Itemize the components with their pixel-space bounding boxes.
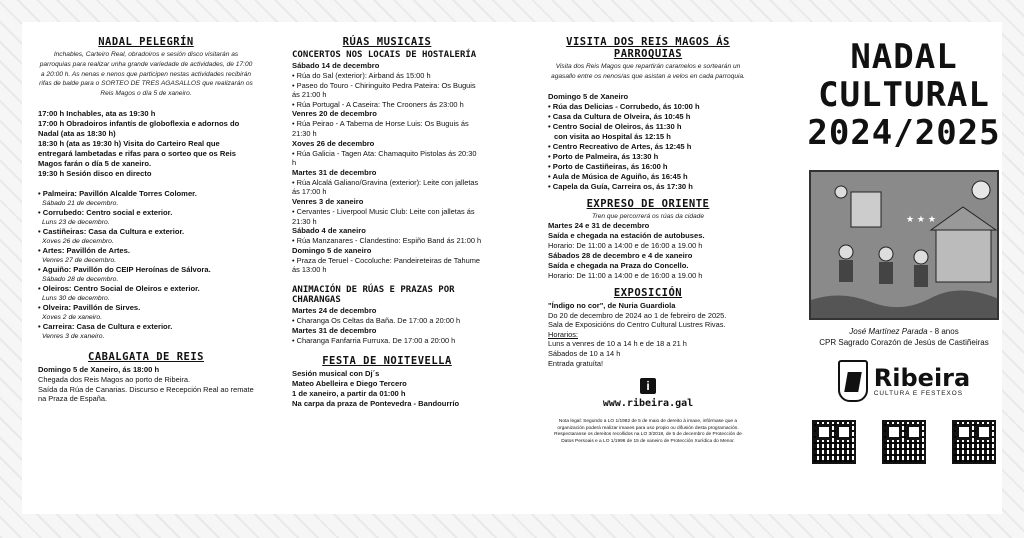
cover-title-3: 2024/2025 [807, 113, 1001, 153]
qr-code-icon[interactable] [812, 420, 856, 464]
reis-item: • Porto de Castiñeiras, ás 16:00 h [548, 161, 668, 171]
animacion-day: Martes 24 de decembro [292, 305, 377, 315]
exposicion-hours-title: Horarios: [548, 329, 578, 339]
caption-age: - 8 anos [927, 327, 959, 336]
exposicion-line: Luns a venres de 10 a 14 h e de 18 a 21 h [548, 339, 687, 349]
ruas-groups [292, 61, 482, 275]
expreso-line: Horario: De 11:00 a 14:00 e de 16:00 a 19.00 h [548, 241, 703, 251]
place: • Carreira: Casa de Cultura e exterior. [38, 321, 173, 331]
ruas-item: • Rúa Portugal - A Caseira: The Crooners ás 23:00 h [292, 99, 464, 109]
ruas-item: • Rúa do Sal (exterior): Airband ás 15:00 h [292, 71, 431, 80]
reis-item: • Centro Social de Oleiros, ás 11:30 h [548, 121, 682, 131]
cabalgata-date: Domingo 5 de Xaneiro, ás 18:00 h [38, 364, 160, 374]
cover-title-2: CULTURAL [818, 75, 990, 115]
ruas-day: Sábado 4 de xaneiro [292, 226, 366, 236]
ruas-day: Martes 31 de decembro [292, 167, 377, 177]
noitevella-line: Sesión musical con Dj´s [292, 369, 380, 379]
animacion-day: Martes 31 de decembro [292, 325, 377, 335]
place-date: Sábado 28 de decembro. [42, 275, 119, 283]
schedule-item: 17:00 h Obradoiros infantís de globoflexia e adornos do Nadal (ata as 18:30 h) [38, 118, 240, 138]
column-ruas-musicais [292, 36, 482, 409]
cabalgata-title: CABALGATA DE REIS [88, 350, 204, 363]
animacion-title: ANIMACIÓN DE RÚAS E PRAZAS POR CHARANGAS [292, 284, 455, 305]
schedule-item: 18:30 h (ata as 19:30 h) Visita do Carteiro Real que entregará lambetadas e rifas para o sorteo que os Reis Magos farán o día 5 de xaneiro. [38, 138, 236, 168]
place-date: Xoves 2 de xaneiro. [42, 313, 103, 321]
place-date: Sábado 21 de decembro. [42, 199, 119, 207]
place: • Aguiño: Pavillón do CEIP Heroínas de Sálvora. [38, 264, 211, 274]
ribeira-logo [806, 360, 1002, 402]
place: • Olveira: Pavillón de Sirves. [38, 302, 141, 312]
place-date: Luns 30 de decembro. [42, 294, 110, 302]
ruas-item: • Rúa Manzanares - Clandestino: Espiño Band ás 21:00 h [292, 236, 482, 246]
ruas-item: • Rúa Alcalá Galiano/Gravina (exterior): Leite con jalletas ás 17:00 h [292, 177, 479, 197]
places-list [38, 189, 254, 341]
animacion-item: • Charanga Fanfarria Furruxa. De 17:00 a 20:00 h [292, 335, 456, 345]
noitevella-line: Na carpa da praza de Pontevedra - Bandourrío [292, 399, 460, 409]
logo-name: Ribeira [873, 363, 971, 392]
coat-of-arms-icon [838, 360, 868, 402]
expreso-title: EXPRESO DE ORIENTE [586, 197, 710, 210]
drawing-caption [806, 326, 1002, 348]
cabalgata-line: Saída da Rúa de Canarias. Discurso e Recepción Real ao remate na Praza de España. [38, 384, 254, 404]
reis-item: • Capela da Guía, Carreira os, ás 17:30 h [548, 181, 693, 191]
reis-title: VISITA DOS REIS MAGOS ÁS PARROQUIAS [566, 36, 730, 60]
expreso-line: Saída e chegada na Praza do Concello. [548, 260, 689, 270]
reis-item: • Centro Recreativo de Artes, ás 12:45 h [548, 141, 692, 151]
column-cover [806, 38, 1002, 464]
place-date: Xoves 26 de decembro. [42, 237, 114, 245]
caption-author: José Martínez Parada [849, 327, 928, 336]
reis-item: • Aula de Música de Aguiño, ás 16:45 h [548, 171, 688, 181]
ruas-day: Xoves 26 de decembro [292, 138, 375, 148]
exposicion-line: Sábados de 10 a 14 h [548, 348, 621, 358]
ruas-day: Sábado 14 de decembro [292, 61, 380, 70]
ruas-day: Venres 20 de decembro [292, 109, 377, 119]
logo-subtitle: CULTURA E FESTEXOS [873, 389, 964, 397]
animacion-item: • Charanga Os Celtas da Baña. De 17:00 a 20:00 h [292, 315, 461, 325]
svg-text:★ ★ ★: ★ ★ ★ [906, 215, 936, 225]
ruas-item: • Cervantes - Liverpool Music Club: Leite con jalletas ás 21:30 h [292, 206, 475, 226]
info-box [548, 378, 748, 409]
expreso-line: Sábados 28 de decembro e 4 de xaneiro [548, 250, 693, 260]
reis-item: con visita ao Hospital ás 12:15 h [554, 131, 671, 141]
exposicion-line: Sala de Exposicións do Centro Cultural Lustres Rivas. [548, 320, 726, 330]
ruas-item: • Rúa Peirao - A Taberna de Horse Luis: Os Buguis ás 21:30 h [292, 119, 469, 138]
exposicion-name: "Índigo no cor", de Nuria Guardiola [548, 300, 676, 310]
qr-code-icon[interactable] [882, 420, 926, 464]
column-nadal-pelegrin [38, 36, 254, 404]
expreso-intro: Tren que percorrerá os rúas da cidade [591, 212, 705, 220]
ruas-subtitle: CONCERTOS NOS LOCAIS DE HOSTALERÍA [292, 50, 477, 60]
noitevella-line: 1 de xaneiro, a partir da 01:00 h [292, 389, 406, 399]
reis-item: • Rúa das Delicias - Corrubedo, ás 10:00 h [548, 101, 700, 111]
place: • Oleiros: Centro Social de Oleiros e exterior. [38, 283, 200, 293]
expreso-line: Martes 24 e 31 de decembro [548, 221, 650, 231]
schedule-item: 17:00 h Inchables, ata as 19:30 h [38, 108, 156, 118]
ruas-title: RÚAS MUSICAIS [342, 36, 432, 48]
place: • Castiñeiras: Casa da Cultura e exterior. [38, 226, 185, 236]
ruas-day: Venres 3 de xaneiro [292, 196, 364, 206]
ruas-item: • Rúa Galicia - Tagen Ata: Chamaquito Pistolas ás 20:30 h [292, 148, 477, 168]
drawing-illustration [811, 172, 999, 320]
ruas-day: Domingo 5 de xaneiro [292, 245, 372, 255]
info-icon: i [640, 378, 656, 394]
childrens-drawing-image [809, 170, 999, 320]
exposicion-title: EXPOSICIÓN [613, 286, 683, 299]
place-date: Venres 27 de decembro. [42, 256, 117, 264]
cover-title-1: NADAL [850, 37, 958, 77]
schedule-item: 19:30 h Sesión disco en directo [38, 168, 152, 178]
reis-item: • Casa da Cultura de Olveira, ás 10:45 h [548, 111, 691, 121]
column-reis-expreso [548, 36, 748, 446]
noitevella-line: Mateo Abelleira e Diego Tercero [292, 379, 407, 389]
exposicion-line: Entrada gratuíta! [548, 358, 604, 368]
caption-school: CPR Sagrado Corazón de Jesús de Castiñeiras [819, 338, 989, 347]
ruas-item: • Paseo do Touro - Chiringuito Pedra Pateira: Os Buguis ás 21:00 h [292, 80, 476, 100]
nadal-title: NADAL PELEGRÍN [98, 36, 194, 48]
website-link[interactable]: www.ribeira.gal [602, 398, 694, 410]
exposicion-line: Do 20 de decembro de 2024 ao 1 de febreiro de 2025. [548, 310, 727, 320]
legal-note: Nota legal: Segundo a LO 1/1982 de 5 de maio de dereito á imaxe, infórmase que a organización poderá realizar imaxes para uso propio ou difusión desta programación. Respectaranse os dereitos recollidos na LO 3/2018, de 5 de decembro de Protección de Datos Persoais e a LO 1/1996 de 15 de xaneiro de Protección Xurídica do Menor. [554, 419, 742, 444]
noitevella-title: FESTA DE NOITEVELLA [322, 355, 452, 368]
reis-item: • Porto de Palmeira, ás 13:30 h [548, 151, 659, 161]
place: • Artes: Pavillón de Artes. [38, 245, 130, 255]
reis-day: Domingo 5 de Xaneiro [548, 91, 629, 101]
qr-code-icon[interactable] [952, 420, 996, 464]
qr-codes [806, 420, 1002, 464]
reis-intro: Visita dos Reis Magos que repartirán caramelos e sortearán un agasallo entre os nenos/as que asistan a velos en cada parroquia. [551, 63, 745, 80]
place: • Palmeira: Pavillón Alcalde Torres Colomer. [38, 188, 197, 198]
expreso-line: Saída e chegada na estación de autobuses. [548, 231, 705, 241]
ruas-item: • Praza de Teruel - Cocoluche: Pandeireteiras de Tahume ás 13:00 h [292, 255, 481, 275]
nadal-intro: Inchables, Carteiro Real, obradoiros e sesión disco visitarán as parroquias para realizar unha grande variedade de actividades, de 17:00 a 20:00 h. As nenas e nenos que participen nestas actividades recibirán rifas de balde para o SORTEO DE TRES AGASALLOS que realizarán os Reis Magos o día 5 de xaneiro. [39, 51, 253, 98]
place-date: Luns 23 de decembro. [42, 218, 110, 226]
expreso-line: Horario: De 11:00 a 14:00 e de 16:00 a 19.00 h [548, 270, 703, 280]
place-date: Venres 3 de xaneiro. [42, 332, 105, 340]
cabalgata-line: Chegada dos Reis Magos ao porto de Ribeira. [38, 374, 191, 384]
place: • Corrubedo: Centro social e exterior. [38, 207, 173, 217]
